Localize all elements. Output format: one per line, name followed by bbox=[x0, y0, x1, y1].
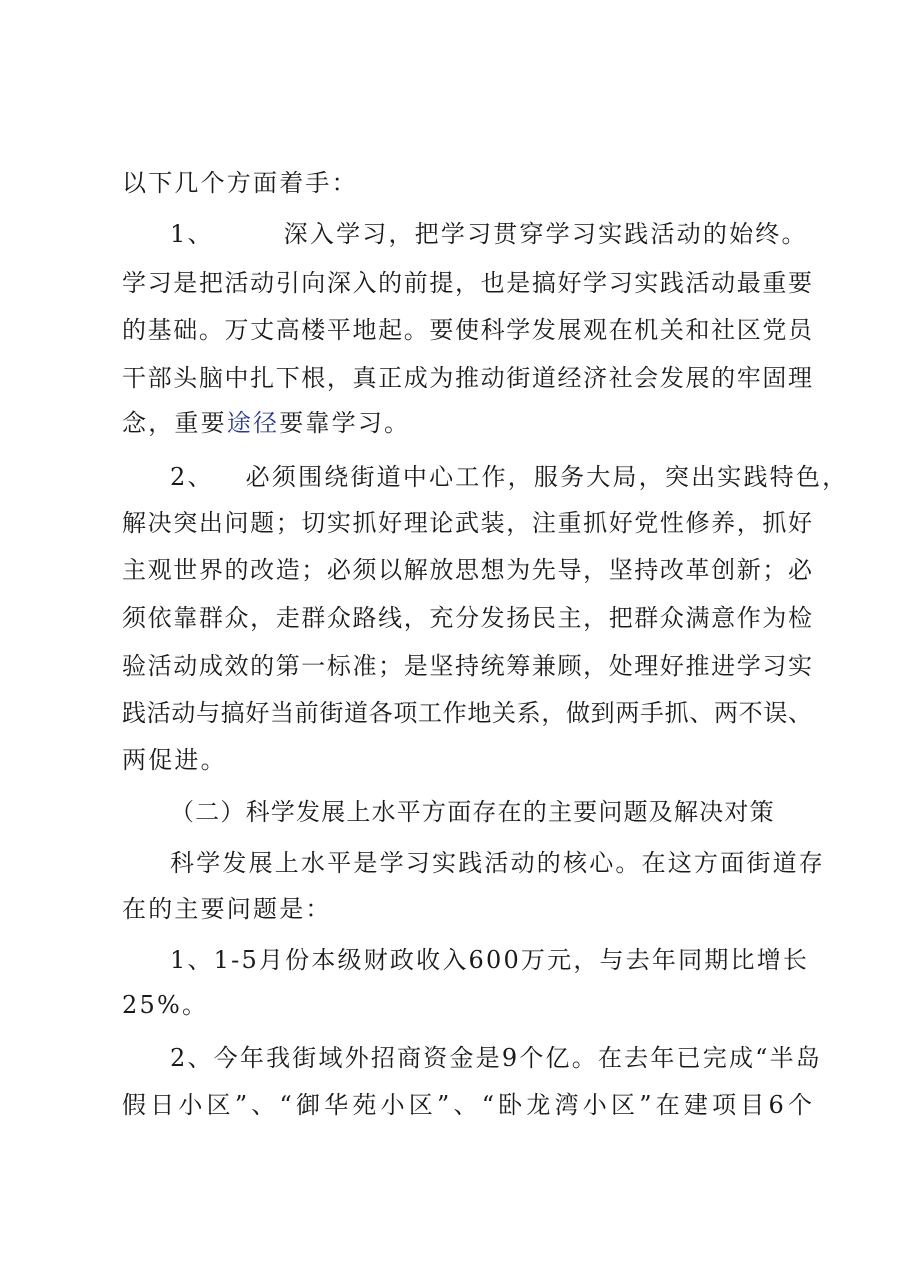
item-heading: 深入学习，把学习贯穿学习实践活动的始终。 bbox=[283, 220, 808, 248]
line-text: 学习是把活动引向深入的前提，也是搞好学习实践活动最重要 bbox=[122, 269, 812, 297]
text-line bbox=[122, 603, 812, 633]
line-text: 科学发展上水平是学习实践活动的核心。在这方面街道存 bbox=[170, 849, 825, 877]
item-number: 1、 bbox=[170, 220, 214, 248]
text-line bbox=[122, 990, 812, 1020]
hyperlink-term[interactable]: 途径 bbox=[226, 409, 280, 437]
line-text: 验活动成效的第一标准；是坚持统筹兼顾，处理好推进学习实 bbox=[122, 652, 812, 680]
line-text: 1、1-5月份本级财政收入600万元，与去年同期比增长 bbox=[170, 946, 810, 974]
text-line bbox=[122, 698, 812, 728]
line-text: 主观世界的改造；必须以解放思想为先导，坚持改革创新；必 bbox=[122, 556, 812, 584]
line-text: 念，重要 bbox=[122, 409, 227, 437]
item-heading: 必须围绕街道中心工作，服务大局，突出实践特色， bbox=[245, 463, 849, 491]
section-heading bbox=[170, 797, 860, 827]
line-text: 2、今年我街域外招商资金是9个亿。在去年已完成“半岛 bbox=[170, 1044, 823, 1072]
heading-text: （二）科学发展上水平方面存在的主要问题及解决对策 bbox=[170, 798, 775, 826]
text-line bbox=[122, 1090, 812, 1120]
text-line bbox=[122, 315, 812, 345]
text-line bbox=[122, 168, 812, 198]
item-number: 2、 bbox=[170, 463, 214, 491]
line-text: 解决突出问题；切实抓好理论武装，注重抓好党性修养，抓好 bbox=[122, 509, 812, 537]
line-text: 两促进。 bbox=[122, 746, 227, 774]
line-text: 践活动与搞好当前街道各项工作地关系，做到两手抓、两不误、 bbox=[122, 699, 812, 727]
line-text: 在的主要问题是： bbox=[122, 895, 332, 923]
text-line bbox=[170, 848, 860, 878]
numbered-item-stat-2 bbox=[170, 1043, 860, 1073]
text-line bbox=[122, 555, 812, 585]
text-line bbox=[122, 894, 812, 924]
line-text: 要靠学习。 bbox=[279, 409, 411, 437]
line-text: 25%。 bbox=[122, 991, 209, 1019]
text-line bbox=[122, 408, 812, 438]
text-line bbox=[122, 268, 812, 298]
line-text: 的基础。万丈高楼平地起。要使科学发展观在机关和社区党员 bbox=[122, 316, 812, 344]
numbered-item-2 bbox=[170, 462, 860, 492]
text-line bbox=[122, 508, 812, 538]
text-line bbox=[122, 651, 812, 681]
text-line bbox=[122, 745, 812, 775]
numbered-item-1 bbox=[170, 219, 860, 249]
line-text: 须依靠群众，走群众路线，充分发扬民主，把群众满意作为检 bbox=[122, 604, 812, 632]
text-line bbox=[122, 363, 812, 393]
line-text: 以下几个方面着手： bbox=[122, 169, 358, 197]
line-text: 干部头脑中扎下根，真正成为推动街道经济社会发展的牢固理 bbox=[122, 364, 812, 392]
line-text: 假日小区”、“御华苑小区”、“卧龙湾小区”在建项目6个 bbox=[122, 1091, 812, 1119]
numbered-item-stat-1 bbox=[170, 945, 860, 975]
